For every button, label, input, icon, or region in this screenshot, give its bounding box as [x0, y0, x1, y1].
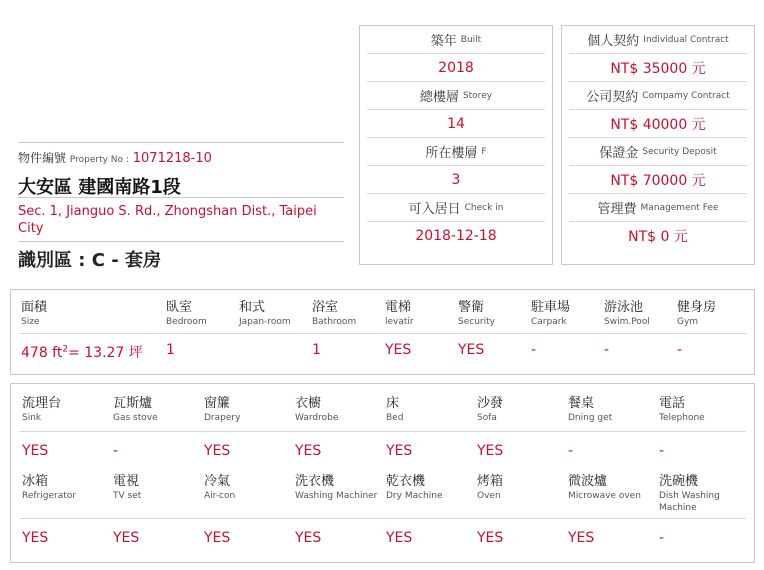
amenity-label-en: Wardrobe — [295, 413, 339, 423]
zone-label: 識別區 : C - 套房 — [18, 250, 161, 271]
divider — [19, 431, 746, 432]
amenity-air-con — [204, 474, 235, 502]
col-size-en: Size — [21, 317, 40, 327]
col-carpark-zh: 駐車場 — [531, 300, 571, 315]
amenity-gas-stove — [113, 396, 158, 424]
swim-pool-value: - — [604, 342, 610, 358]
amenity-bed — [386, 396, 403, 424]
individual-contract-label — [569, 26, 747, 54]
refrigerator-value: YES — [22, 530, 49, 546]
col-elevator-zh: 電梯 — [385, 300, 412, 315]
deposit-value: NT$ 70000 元 — [569, 166, 747, 194]
company-contract-label — [569, 82, 747, 110]
deposit-zh: 保證金 — [599, 146, 639, 161]
amenity-tv — [113, 474, 141, 502]
pricing-info-box — [561, 25, 755, 265]
amenities-table — [10, 383, 755, 563]
amenity-label-en: Dish Washing Machine — [659, 491, 720, 513]
col-elevator-en: levatir — [385, 317, 414, 327]
amenity-label-zh: 流理台 — [22, 396, 62, 411]
col-security-en: Security — [458, 317, 495, 327]
amenity-dishwasher — [659, 474, 739, 514]
amenity-label-zh: 衣櫥 — [295, 396, 322, 411]
microwave-value: YES — [568, 530, 595, 546]
floor-label-zh: 所在樓層 — [425, 146, 478, 161]
amenity-refrigerator — [22, 474, 76, 502]
individual-contract-value: NT$ 35000 元 — [569, 54, 747, 82]
property-summary — [18, 142, 344, 272]
col-gym — [677, 300, 716, 328]
company-contract-zh: 公司契約 — [586, 90, 639, 105]
bedroom-value: 1 — [166, 342, 175, 358]
col-japan-room-en: Japan-room — [239, 317, 291, 327]
amenity-sink — [22, 396, 61, 424]
floor-value: 3 — [367, 166, 545, 194]
amenity-label-zh: 洗衣機 — [295, 474, 335, 489]
company-contract-value: NT$ 40000 元 — [569, 110, 747, 138]
amenity-label-en: Telephone — [659, 413, 705, 423]
built-label — [367, 26, 545, 54]
col-bedroom-zh: 臥室 — [166, 300, 193, 315]
management-fee-zh: 管理費 — [597, 202, 637, 217]
sink-value: YES — [22, 443, 49, 459]
individual-contract-zh: 個人契約 — [587, 34, 640, 49]
col-elevator — [385, 300, 414, 328]
divider — [19, 333, 746, 334]
amenity-oven — [477, 474, 503, 502]
management-fee-label — [569, 194, 747, 222]
amenity-dry-machine — [386, 474, 443, 502]
management-fee-value: NT$ 0 元 — [628, 229, 688, 245]
built-label-zh: 築年 — [430, 34, 457, 49]
col-carpark-en: Carpark — [531, 317, 567, 327]
drapery-value: YES — [204, 443, 231, 459]
room-features-table — [10, 289, 755, 375]
amenity-label-en: Refrigerator — [22, 491, 76, 501]
dining-value: - — [568, 443, 574, 459]
size-value-exp: 2 — [62, 344, 69, 355]
amenity-label-zh: 冰箱 — [22, 474, 49, 489]
checkin-label-zh: 可入居日 — [408, 202, 461, 217]
amenity-sofa — [477, 396, 503, 424]
individual-contract-en: Individual Contract — [643, 34, 729, 45]
amenity-label-en: Dning get — [568, 413, 613, 423]
gym-value: - — [677, 342, 683, 358]
amenity-label-zh: 床 — [386, 396, 400, 411]
amenity-label-zh: 窗簾 — [204, 396, 231, 411]
building-info-box — [359, 25, 553, 265]
amenity-wardrobe — [295, 396, 338, 424]
amenity-label-en: Oven — [477, 491, 501, 501]
deposit-en: Security Deposit — [642, 146, 717, 157]
oven-value: YES — [477, 530, 504, 546]
storey-label-en: Storey — [462, 90, 493, 101]
checkin-label-en: Check in — [464, 202, 504, 213]
carpark-value: - — [531, 342, 537, 358]
col-bedroom-en: Bedroom — [166, 317, 207, 327]
col-size-zh: 面積 — [21, 300, 48, 315]
amenity-label-zh: 沙發 — [477, 396, 504, 411]
amenity-drapery — [204, 396, 240, 424]
amenity-label-en: Sink — [22, 413, 42, 423]
built-label-en: Built — [460, 34, 482, 45]
property-no-value: 1071218-10 — [132, 151, 212, 166]
size-value-ping: = 13.27 坪 — [68, 345, 143, 361]
amenity-label-en: Bed — [386, 413, 404, 423]
amenity-telephone — [659, 396, 705, 424]
col-swim-pool — [604, 300, 650, 328]
amenity-label-zh: 微波爐 — [568, 474, 608, 489]
gas-stove-value: - — [113, 443, 119, 459]
storey-label — [367, 82, 545, 110]
security-value: YES — [458, 342, 485, 358]
telephone-value: - — [659, 443, 665, 459]
management-fee-en: Management Fee — [640, 202, 719, 213]
bed-value: YES — [386, 443, 413, 459]
col-swim-pool-zh: 游泳池 — [604, 300, 644, 315]
col-bathroom-zh: 浴室 — [312, 300, 339, 315]
room-features-header — [11, 300, 754, 334]
col-gym-zh: 健身房 — [677, 300, 717, 315]
bathroom-value: 1 — [312, 342, 321, 358]
col-bathroom-en: Bathroom — [312, 317, 357, 327]
col-security — [458, 300, 495, 328]
checkin-value: 2018-12-18 — [415, 228, 497, 244]
built-value: 2018 — [367, 54, 545, 82]
property-number — [18, 143, 344, 169]
col-security-zh: 警衛 — [458, 300, 485, 315]
amenity-label-zh: 餐桌 — [568, 396, 595, 411]
col-size — [21, 300, 47, 328]
col-gym-en: Gym — [677, 317, 699, 327]
col-bathroom — [312, 300, 356, 328]
deposit-label — [569, 138, 747, 166]
amenity-label-en: Gas stove — [113, 413, 158, 423]
col-japan-room — [239, 300, 291, 328]
amenity-label-zh: 冷氣 — [204, 474, 231, 489]
amenity-label-en: Microwave oven — [568, 491, 641, 501]
air-con-value: YES — [204, 530, 231, 546]
amenity-label-zh: 乾衣機 — [386, 474, 426, 489]
property-no-label-en: Property No : — [69, 155, 129, 165]
storey-value: 14 — [367, 110, 545, 138]
sofa-value: YES — [477, 443, 504, 459]
amenity-washing-machine — [295, 474, 377, 502]
amenity-label-zh: 瓦斯爐 — [113, 396, 153, 411]
col-bedroom — [166, 300, 207, 328]
property-no-label: 物件編號 — [18, 151, 67, 165]
tv-value: YES — [113, 530, 140, 546]
divider — [19, 518, 746, 519]
amenity-label-en: TV set — [113, 491, 142, 501]
storey-label-zh: 總樓層 — [419, 90, 459, 105]
district-address: 大安區 建國南路1段 — [18, 177, 181, 198]
size-value-ft: 478 ft — [21, 345, 63, 361]
dry-machine-value: YES — [386, 530, 413, 546]
col-japan-room-zh: 和式 — [239, 300, 266, 315]
amenity-label-zh: 電視 — [113, 474, 140, 489]
amenity-label-en: Air-con — [204, 491, 236, 501]
size-value — [21, 342, 143, 362]
wardrobe-value: YES — [295, 443, 322, 459]
amenity-label-en: Drapery — [204, 413, 241, 423]
dishwasher-value: - — [659, 530, 665, 546]
col-carpark — [531, 300, 570, 328]
amenity-label-en: Sofa — [477, 413, 497, 423]
amenity-label-en: Dry Machine — [386, 491, 443, 501]
amenity-label-zh: 烤箱 — [477, 474, 504, 489]
col-swim-pool-en: Swim.Pool — [604, 317, 650, 327]
checkin-label — [367, 194, 545, 222]
elevator-value: YES — [385, 342, 412, 358]
floor-label — [367, 138, 545, 166]
company-contract-en: Compamy Contract — [642, 90, 730, 101]
amenity-microwave — [568, 474, 641, 502]
amenity-dining — [568, 396, 612, 424]
amenity-label-zh: 電話 — [659, 396, 686, 411]
floor-label-en: F — [481, 146, 487, 157]
amenity-label-en: Washing Machiner — [295, 491, 378, 501]
washing-machine-value: YES — [295, 530, 322, 546]
amenity-label-zh: 洗碗機 — [659, 474, 699, 489]
address-en: Sec. 1, Jianguo S. Rd., Zhongshan Dist., Taipei City — [18, 204, 317, 236]
